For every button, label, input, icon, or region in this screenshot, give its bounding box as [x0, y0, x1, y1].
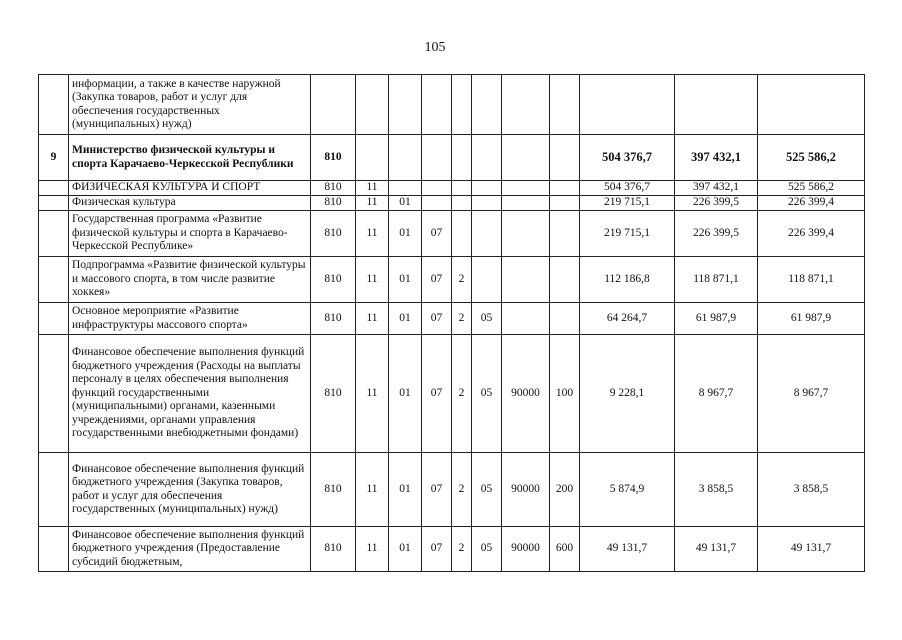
program-code: 07 — [422, 303, 452, 335]
ved-code: 810 — [311, 303, 356, 335]
row-number: 9 — [39, 135, 69, 181]
direction-code — [502, 196, 550, 211]
row-name: Финансовое обеспечение выполнения функций бюджетного учреждения (Предоставление субсидий бюджетным, — [69, 527, 311, 572]
amount-year-1: 9 228,1 — [580, 335, 675, 453]
amount-year-2: 8 967,7 — [675, 335, 758, 453]
amount-year-2: 226 399,5 — [675, 211, 758, 257]
subsection-code: 01 — [389, 335, 422, 453]
row-name: ФИЗИЧЕСКАЯ КУЛЬТУРА И СПОРТ — [69, 181, 311, 196]
row-name: Финансовое обеспечение выполнения функций бюджетного учреждения (Закупка товаров, работ и услуг для обеспечения государственных (муниципальных) нужд) — [69, 453, 311, 527]
activity-code — [472, 75, 502, 135]
section-code: 11 — [356, 453, 389, 527]
direction-code — [502, 257, 550, 303]
amount-year-2: 49 131,7 — [675, 527, 758, 572]
row-name: Финансовое обеспечение выполнения функций бюджетного учреждения (Расходы на выплаты персоналу в целях обеспечения выполнения функций государственными (муниципальными) органами, казенными учреждениями, органами управления государственными внебюджетными фондами) — [69, 335, 311, 453]
page-number: 105 — [424, 40, 446, 55]
section-code: 11 — [356, 303, 389, 335]
direction-code — [502, 75, 550, 135]
ved-code: 810 — [311, 211, 356, 257]
amount-year-3 — [758, 75, 865, 135]
table-row — [39, 453, 865, 527]
expense-type-code — [550, 181, 580, 196]
table-row — [39, 75, 865, 135]
amount-year-1: 112 186,8 — [580, 257, 675, 303]
amount-year-2: 397 432,1 — [675, 135, 758, 181]
direction-code — [502, 135, 550, 181]
direction-code: 90000 — [502, 527, 550, 572]
ved-code: 810 — [311, 135, 356, 181]
section-code: 11 — [356, 196, 389, 211]
row-number — [39, 303, 69, 335]
amount-year-1: 219 715,1 — [580, 196, 675, 211]
amount-year-1: 5 874,9 — [580, 453, 675, 527]
ved-code: 810 — [311, 196, 356, 211]
amount-year-2: 118 871,1 — [675, 257, 758, 303]
subsection-code: 01 — [389, 257, 422, 303]
program-code: 07 — [422, 527, 452, 572]
program-code: 07 — [422, 211, 452, 257]
activity-code: 05 — [472, 527, 502, 572]
section-code: 11 — [356, 257, 389, 303]
direction-code — [502, 211, 550, 257]
program-code — [422, 75, 452, 135]
subsection-code: 01 — [389, 453, 422, 527]
subprogram-code: 2 — [452, 303, 472, 335]
amount-year-2: 397 432,1 — [675, 181, 758, 196]
expense-type-code: 600 — [550, 527, 580, 572]
row-name: Подпрограмма «Развитие физической культуры и массового спорта, в том числе развитие хоккея» — [69, 257, 311, 303]
expense-type-code: 200 — [550, 453, 580, 527]
row-number — [39, 335, 69, 453]
section-code: 11 — [356, 527, 389, 572]
activity-code — [472, 181, 502, 196]
amount-year-1: 219 715,1 — [580, 211, 675, 257]
row-name: Основное мероприятие «Развитие инфраструктуры массового спорта» — [69, 303, 311, 335]
program-code — [422, 135, 452, 181]
section-code: 11 — [356, 211, 389, 257]
table-row — [39, 181, 865, 196]
expense-type-code — [550, 303, 580, 335]
subsection-code — [389, 181, 422, 196]
activity-code — [472, 196, 502, 211]
amount-year-3: 226 399,4 — [758, 196, 865, 211]
amount-year-1: 49 131,7 — [580, 527, 675, 572]
ved-code: 810 — [311, 181, 356, 196]
expense-type-code: 100 — [550, 335, 580, 453]
activity-code — [472, 211, 502, 257]
subsection-code: 01 — [389, 211, 422, 257]
amount-year-3: 226 399,4 — [758, 211, 865, 257]
program-code — [422, 181, 452, 196]
table-row — [39, 335, 865, 453]
expense-type-code — [550, 257, 580, 303]
amount-year-3: 3 858,5 — [758, 453, 865, 527]
section-code: 11 — [356, 335, 389, 453]
program-code: 07 — [422, 257, 452, 303]
row-number — [39, 527, 69, 572]
activity-code: 05 — [472, 453, 502, 527]
row-number — [39, 453, 69, 527]
expense-type-code — [550, 135, 580, 181]
subsection-code — [389, 135, 422, 181]
amount-year-3: 49 131,7 — [758, 527, 865, 572]
row-number — [39, 181, 69, 196]
program-code: 07 — [422, 335, 452, 453]
direction-code: 90000 — [502, 335, 550, 453]
amount-year-1: 64 264,7 — [580, 303, 675, 335]
section-code — [356, 135, 389, 181]
subsection-code: 01 — [389, 303, 422, 335]
ved-code — [311, 75, 356, 135]
subprogram-code: 2 — [452, 527, 472, 572]
subprogram-code — [452, 181, 472, 196]
activity-code — [472, 135, 502, 181]
amount-year-2: 3 858,5 — [675, 453, 758, 527]
program-code: 07 — [422, 453, 452, 527]
budget-table — [38, 74, 865, 572]
direction-code — [502, 303, 550, 335]
direction-code — [502, 181, 550, 196]
activity-code — [472, 257, 502, 303]
activity-code: 05 — [472, 303, 502, 335]
subprogram-code — [452, 75, 472, 135]
row-name: Государственная программа «Развитие физической культуры и спорта в Карачаево-Черкесской Республике» — [69, 211, 311, 257]
subprogram-code: 2 — [452, 257, 472, 303]
amount-year-3: 61 987,9 — [758, 303, 865, 335]
amount-year-1: 504 376,7 — [580, 135, 675, 181]
subprogram-code — [452, 196, 472, 211]
row-name: информации, а также в качестве наружной (Закупка товаров, работ и услуг для обеспечения государственных (муниципальных) нужд) — [69, 75, 311, 135]
table-row — [39, 527, 865, 572]
amount-year-3: 525 586,2 — [758, 181, 865, 196]
table-row — [39, 257, 865, 303]
subprogram-code: 2 — [452, 335, 472, 453]
ved-code: 810 — [311, 335, 356, 453]
amount-year-2: 226 399,5 — [675, 196, 758, 211]
expense-type-code — [550, 196, 580, 211]
amount-year-3: 525 586,2 — [758, 135, 865, 181]
subprogram-code: 2 — [452, 453, 472, 527]
amount-year-3: 118 871,1 — [758, 257, 865, 303]
amount-year-2 — [675, 75, 758, 135]
table-row — [39, 303, 865, 335]
section-code: 11 — [356, 181, 389, 196]
table-row — [39, 135, 865, 181]
table-row — [39, 196, 865, 211]
subprogram-code — [452, 211, 472, 257]
program-code — [422, 196, 452, 211]
row-name: Физическая культура — [69, 196, 311, 211]
expense-type-code — [550, 75, 580, 135]
amount-year-1: 504 376,7 — [580, 181, 675, 196]
row-number — [39, 75, 69, 135]
row-number — [39, 196, 69, 211]
amount-year-3: 8 967,7 — [758, 335, 865, 453]
amount-year-1 — [580, 75, 675, 135]
subsection-code — [389, 75, 422, 135]
subsection-code: 01 — [389, 196, 422, 211]
row-number — [39, 257, 69, 303]
ved-code: 810 — [311, 527, 356, 572]
row-number — [39, 211, 69, 257]
table-row — [39, 211, 865, 257]
section-code — [356, 75, 389, 135]
ved-code: 810 — [311, 257, 356, 303]
expense-type-code — [550, 211, 580, 257]
direction-code: 90000 — [502, 453, 550, 527]
subsection-code: 01 — [389, 527, 422, 572]
activity-code: 05 — [472, 335, 502, 453]
ved-code: 810 — [311, 453, 356, 527]
subprogram-code — [452, 135, 472, 181]
row-name: Министерство физической культуры и спорта Карачаево-Черкесской Республики — [69, 135, 311, 181]
amount-year-2: 61 987,9 — [675, 303, 758, 335]
